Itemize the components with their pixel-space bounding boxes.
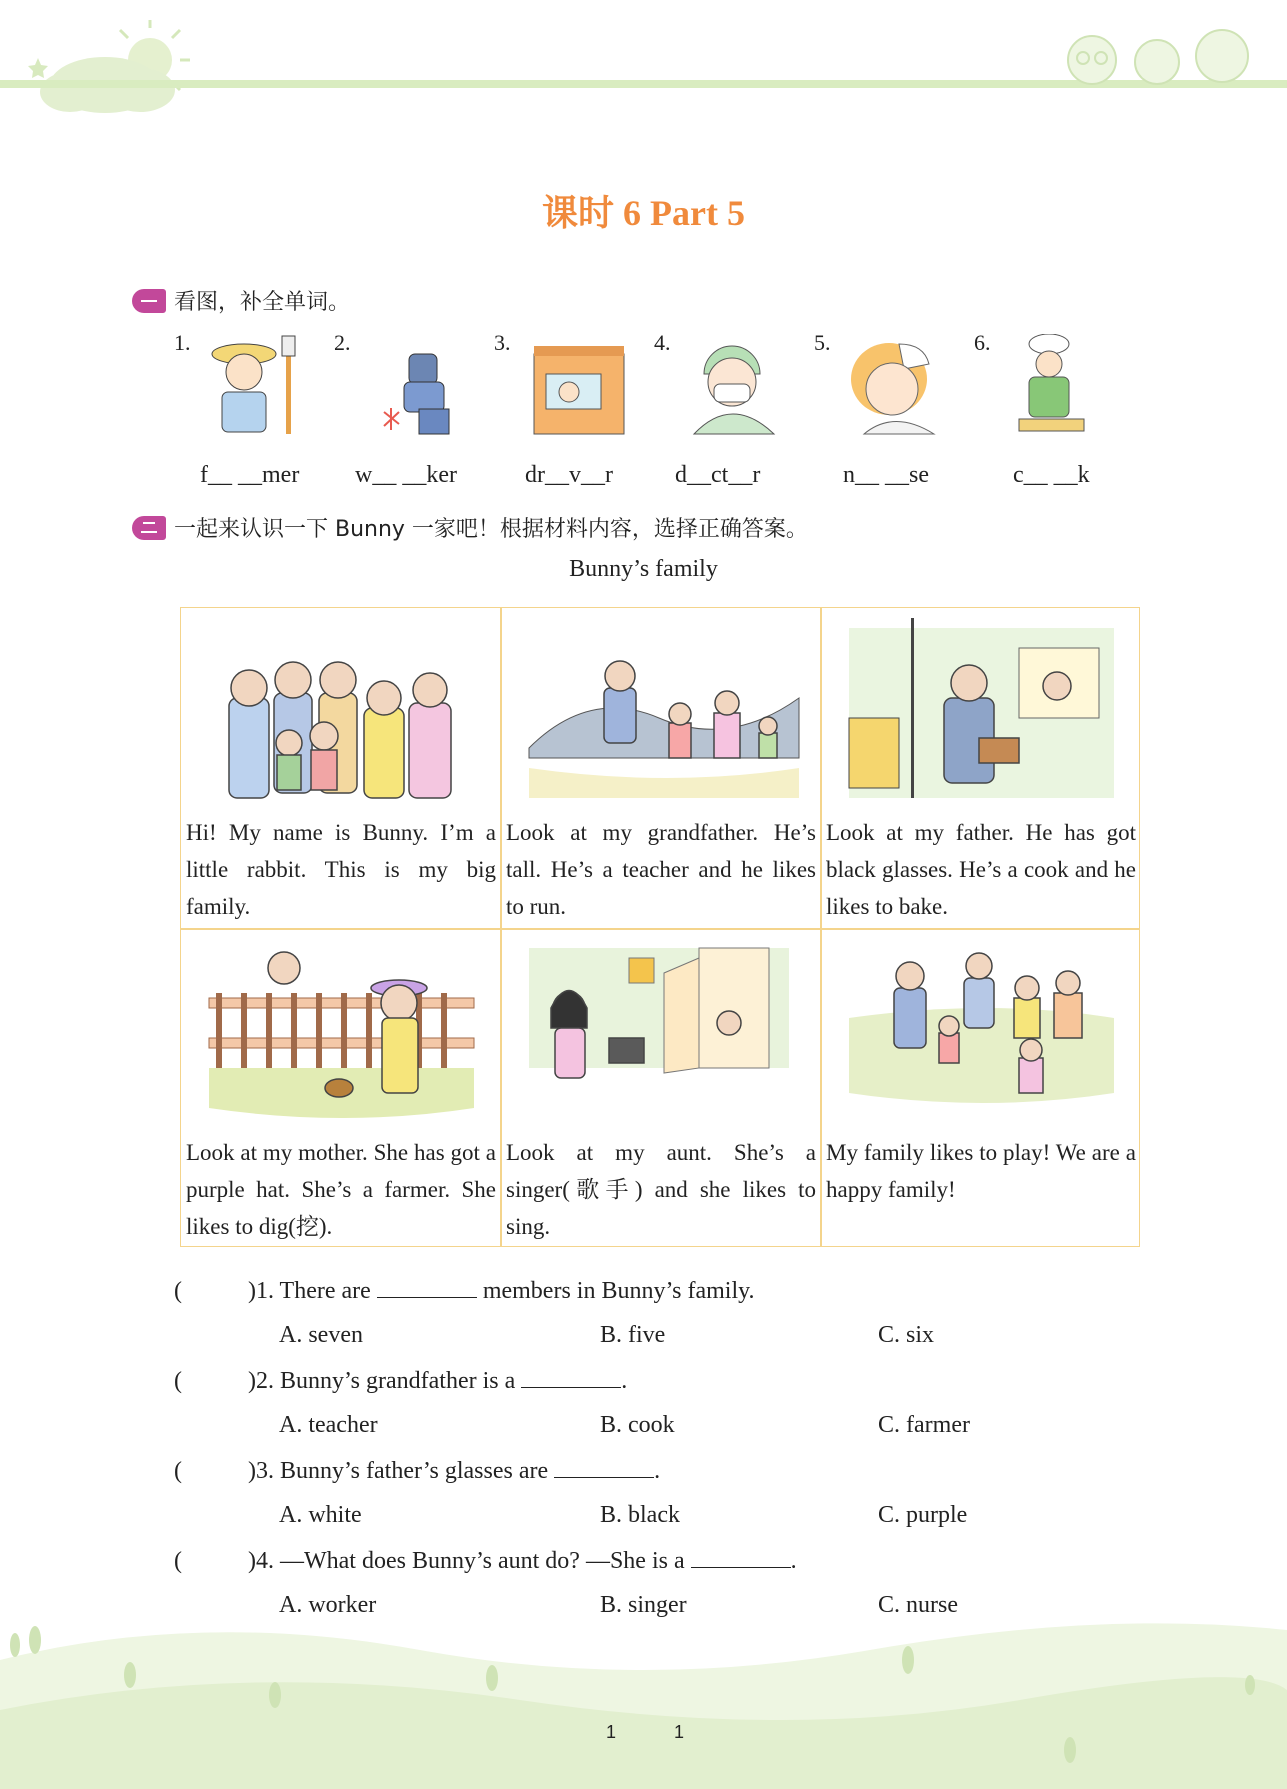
story-text-4: Look at my mother. She has got a purple hat. She’s a farmer. She likes to dig(挖). [186,1140,496,1239]
question-text: )1. There are [248,1278,371,1304]
animal-heads-decoration [1057,20,1257,90]
item-number: 6. [974,330,991,355]
option-2a: A. teacher [279,1412,378,1438]
question-text-end: . [621,1368,628,1394]
driver-picture [524,334,634,444]
answer-blank[interactable] [377,1277,477,1298]
question-1 [174,1277,755,1305]
option-3c: C. purple [878,1502,968,1528]
picture-item-6 [974,330,1124,450]
item-number: 5. [814,330,831,355]
answer-paren[interactable]: ( [174,1458,182,1484]
question-text: )4. —What does Bunny’s aunt do? —She is a [248,1548,685,1574]
picture-item-5 [814,330,964,450]
story-panel-2 [501,608,821,928]
option-4c: C. nurse [878,1592,958,1618]
section-one-heading [132,285,350,316]
nurse-picture [844,334,954,444]
story-text-3: Look at my father. He has got black glasses. He’s a cook and he likes to bake. [826,820,1136,919]
answer-paren[interactable]: ( [174,1368,182,1394]
section-one-title: 看图，补全单词。 [174,290,351,315]
occupation-pictures [170,330,1100,450]
story-panel-6 [821,928,1141,1248]
item-number: 4. [654,330,671,355]
story-panel-1 [181,608,501,928]
picture-item-3 [494,330,644,450]
word-blank-6: c__ __k [1013,462,1090,488]
item-number: 3. [494,330,511,355]
question-3 [174,1457,660,1485]
section-one-badge [132,289,166,313]
item-number: 1. [174,330,191,355]
worker-picture [364,334,474,444]
family-playing-picture [839,938,1124,1128]
question-text: )2. Bunny’s grandfather is a [248,1368,516,1394]
doctor-picture [684,334,794,444]
picture-item-2 [334,330,484,450]
question-text-end: members in Bunny’s family. [482,1278,755,1304]
answer-paren[interactable]: ( [174,1278,182,1304]
story-text-2: Look at my grandfather. He’s tall. He’s a teacher and he likes to run. [506,820,816,919]
hills-decoration [0,1600,1287,1789]
answer-blank[interactable] [691,1547,791,1568]
sun-cloud-decoration [20,20,210,120]
option-2b: B. cook [600,1412,675,1438]
family-group-picture [199,618,484,808]
question-text-end: . [790,1548,797,1574]
story-text-5: Look at my aunt. She’s a singer(歌手) and she likes to sing. [506,1140,816,1239]
story-title: Bunny’s family [569,556,718,582]
section-two-heading [132,512,808,543]
mother-digging-picture [199,938,484,1128]
father-baking-picture [839,618,1124,808]
answer-blank[interactable] [521,1367,621,1388]
item-number: 2. [334,330,351,355]
option-1b: B. five [600,1322,666,1348]
story-panel-4 [181,928,501,1248]
option-4b: B. singer [600,1592,687,1618]
story-text-1: Hi! My name is Bunny. I’m a little rabbit. This is my big family. [186,820,496,919]
story-panel-3 [821,608,1141,928]
section-two-title: 一起来认识一下 Bunny 一家吧！根据材料内容，选择正确答案。 [174,517,808,542]
question-text-end: . [654,1458,661,1484]
grandfather-running-picture [519,618,804,808]
word-blank-3: dr__v__r [525,462,613,488]
story-panel-5 [501,928,821,1248]
option-3a: A. white [279,1502,362,1528]
option-3b: B. black [600,1502,680,1528]
word-blank-1: f__ __mer [200,462,300,488]
picture-item-1 [174,330,324,450]
story-text-6: My family likes to play! We are a happy family! [826,1140,1136,1202]
section-two-badge [132,516,166,540]
answer-blank[interactable] [554,1457,654,1478]
picture-item-4 [654,330,804,450]
word-blank-4: d__ct__r [675,462,761,488]
story-panel-grid [180,607,1140,1247]
question-text: )3. Bunny’s father’s glasses are [248,1458,549,1484]
page-number-right: 1 [674,1722,685,1742]
option-1a: A. seven [279,1322,363,1348]
word-blank-2: w__ __ker [355,462,457,488]
option-1c: C. six [878,1322,935,1348]
option-4a: A. worker [279,1592,377,1618]
answer-paren[interactable]: ( [174,1548,182,1574]
question-4 [174,1547,797,1575]
cook-picture [1004,334,1114,444]
page-title: 课时 6 Part 5 [542,193,745,233]
page-number-left: 1 [606,1722,617,1742]
farmer-picture [204,334,314,444]
aunt-singing-picture [519,938,804,1128]
word-blank-5: n__ __se [843,462,929,488]
question-2 [174,1367,627,1395]
option-2c: C. farmer [878,1412,970,1438]
